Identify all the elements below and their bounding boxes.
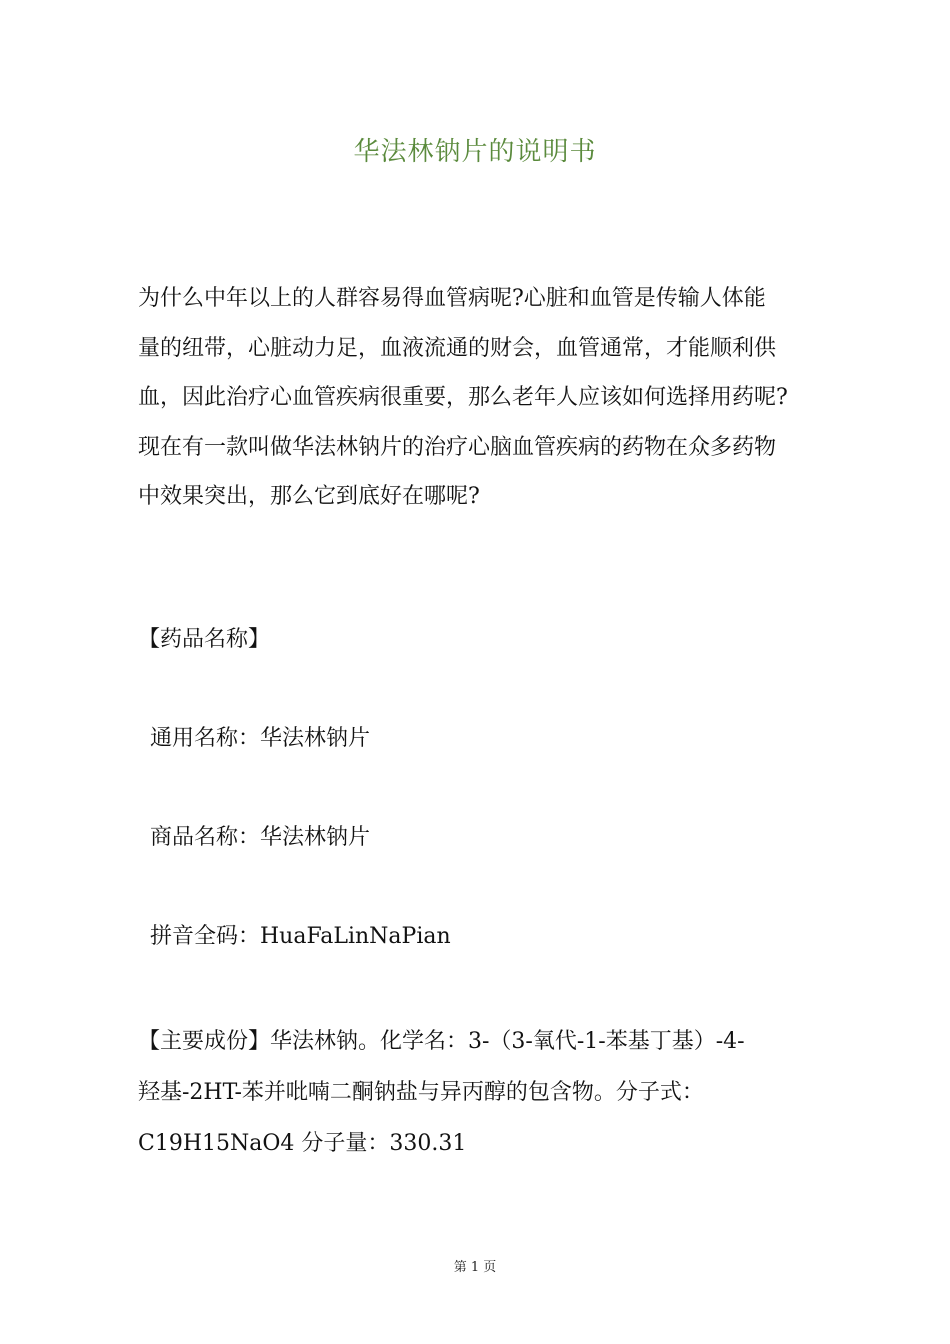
intro-line: 为什么中年以上的人群容易得血管病呢?心脏和血管是传输人体能: [138, 286, 766, 311]
composition-line: 羟基-2HT-苯并吡喃二酮钠盐与异丙醇的包含物。分子式：: [138, 1080, 704, 1105]
page-number: 第 1 页: [453, 1260, 497, 1275]
generic-name: 通用名称：华法林钠片: [150, 726, 371, 751]
drug-name-heading: 【药品名称】: [138, 627, 271, 652]
intro-paragraph: [138, 274, 838, 522]
pinyin-code: 拼音全码：HuaFaLinNaPian: [150, 924, 451, 949]
composition-line: 【主要成份】华法林钠。化学名：3-（3-氧代-1-苯基丁基）-4-: [138, 1029, 745, 1054]
intro-line: 量的纽带，心脏动力足，血液流通的财会，血管通常，才能顺利供: [138, 335, 777, 361]
document-title: 华法林钠片的说明书: [353, 137, 597, 167]
intro-line: 现在有一款叫做华法林钠片的治疗心脑血管疾病的药物在众多药物: [138, 434, 777, 460]
intro-line: 血，因此治疗心血管疾病很重要，那么老年人应该如何选择用药呢?: [138, 385, 788, 410]
composition-line: C19H15NaO4 分子量：330.31: [138, 1131, 467, 1156]
trade-name: 商品名称：华法林钠片: [150, 825, 371, 850]
intro-line: 中效果突出，那么它到底好在哪呢?: [138, 484, 480, 509]
composition-section: [138, 1016, 838, 1169]
